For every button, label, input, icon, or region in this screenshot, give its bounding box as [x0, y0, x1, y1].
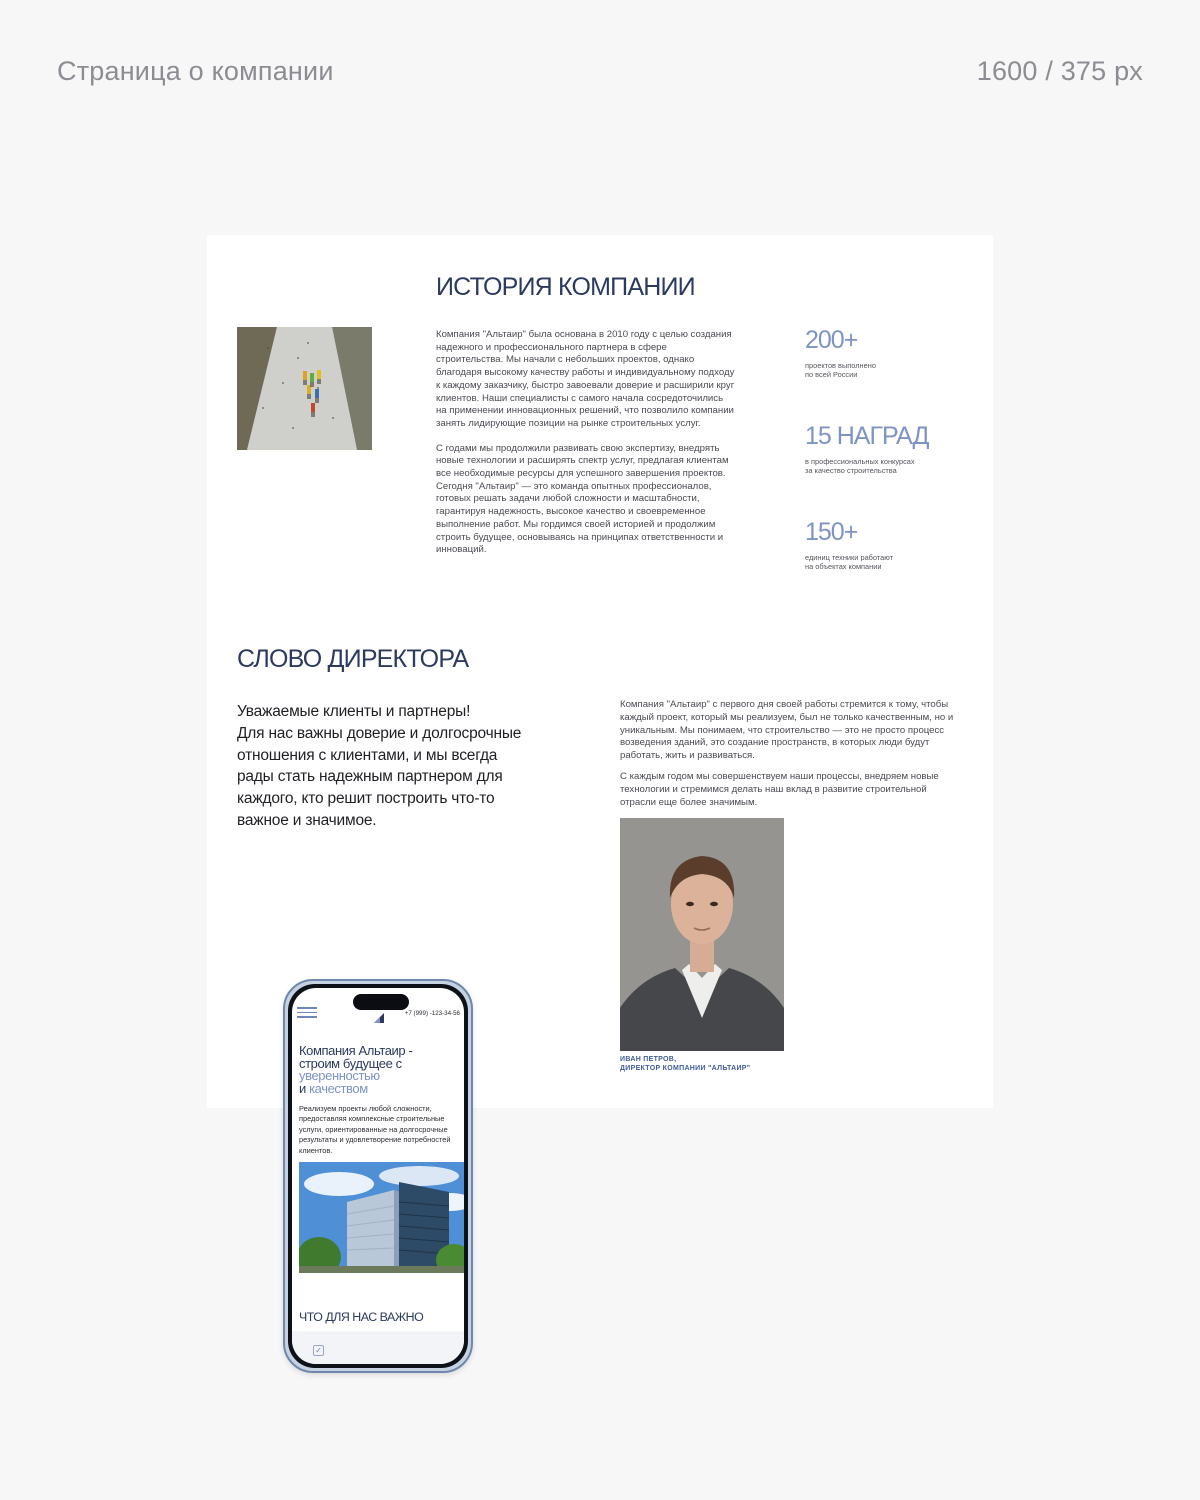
greeting-line: каждого, кто решит построить что-то	[237, 790, 495, 808]
stat-caption-line: в профессиональных конкурсах	[805, 457, 915, 466]
headline-line: строим будущее с	[299, 1055, 402, 1071]
logo-icon[interactable]	[374, 1010, 384, 1020]
about-page-desktop	[207, 235, 993, 1108]
stat-caption-line: по всей России	[805, 370, 858, 379]
stat-caption	[805, 457, 925, 475]
stat-caption-line: единиц техники работают	[805, 553, 894, 562]
history-text	[436, 329, 736, 557]
values-section-title: ЧТО ДЛЯ НАС ВАЖНО	[299, 1310, 424, 1324]
phone-screen	[292, 988, 464, 1364]
signature-name: ИВАН ПЕТРОВ,	[620, 1056, 677, 1063]
history-paragraph-1: Компания "Альтаир" была основана в 2010 году с целью создания надежного и профессионального партнера в сфере строительства. Мы начали с небольших проектов, однако благодаря высокому качеству работы и индивидуальному подходу к каждому заказчику, быстро завоевали доверие и расширили круг клиентов. Наши специалисты с самого начала сосредоточились на применении инновационных решений, что позволило компании занять лидирующие позиции на рынке строительных услуг.	[436, 329, 735, 429]
director-greeting	[237, 701, 557, 832]
headline-line: Компания Альтаир -	[299, 1043, 413, 1058]
greeting-line: рады стать надежным партнером для	[237, 768, 503, 786]
stat-caption	[805, 553, 925, 571]
stat-value: 150+	[805, 518, 858, 546]
headline-accent: уверенностью	[299, 1068, 380, 1084]
greeting-line: Для нас важны доверие и долгосрочные	[237, 724, 522, 742]
stat-value: 15 НАГРАД	[805, 422, 929, 450]
greeting-line: отношения с клиентами, и мы всегда	[237, 746, 498, 764]
headline-accent: качеством	[309, 1081, 368, 1097]
frame-title: Страница о компании	[57, 56, 334, 86]
frame-size-label: 1600 / 375 px	[976, 56, 1143, 86]
director-paragraph-1: Компания "Альтаир" с первого дня своей работы стремится к тому, чтобы каждый проект, который мы реализуем, был не только качественным, но и уникальным. Мы понимаем, что строительство — это не просто процесс возведения зданий, это создание пространств, в которых люди будут работать, жить и развиваться.	[620, 699, 954, 762]
director-text	[620, 699, 965, 809]
history-paragraph-2: С годами мы продолжили развивать свою экспертизу, внедрять новые технологии и расширять спектр услуг, предлагая клиентам все необходимые ресурсы для успешного завершения проектов. Сегодня "Альтаир" — это команда опытных профессионалов, готовых решать задачи любой сложности и масштабности, гарантируя надежность, высокое качество и своевременное выполнение работ. Мы гордимся своей историей и продолжим строить будущее, основываясь на принципах ответственности и инноваций.	[436, 442, 729, 556]
stat-awards	[805, 423, 928, 475]
stat-caption-line: на объектах компании	[805, 562, 882, 571]
hero-description: Реализуем проекты любой сложности, предоставляя комплексные строительные услуги, ориентированные на долгосрочные результаты и удовлетворение потребностей клиентов.	[299, 1104, 451, 1155]
phone-bezel	[288, 984, 468, 1368]
history-title: ИСТОРИЯ КОМПАНИИ	[436, 273, 695, 301]
stat-caption-line: проектов выполнено	[805, 361, 876, 370]
phone-number-link[interactable]: +7 (999) -123-34-56	[404, 1010, 460, 1017]
director-title: СЛОВО ДИРЕКТОРА	[237, 645, 469, 673]
menu-icon[interactable]	[297, 1007, 317, 1019]
stat-value: 200+	[805, 326, 858, 354]
stat-caption	[805, 361, 925, 379]
stat-machinery	[805, 519, 925, 571]
headline-and: и	[299, 1081, 310, 1097]
stat-caption-line: за качество строительства	[805, 466, 897, 475]
mobile-mockup	[283, 979, 473, 1373]
stat-projects	[805, 327, 925, 379]
director-signature	[620, 1055, 750, 1073]
construction-site-photo	[237, 327, 372, 450]
greeting-line: Уважаемые клиенты и партнеры!	[237, 703, 471, 720]
dynamic-island	[353, 994, 409, 1010]
director-paragraph-2: С каждым годом мы совершенствуем наши процессы, внедряем новые технологии и стремимся делать наш вклад в развитие строительной отрасли еще более значимым.	[620, 770, 939, 808]
director-portrait	[620, 818, 784, 1051]
building-photo	[299, 1162, 464, 1273]
greeting-line: важное и значимое.	[237, 811, 377, 829]
signature-role: ДИРЕКТОР КОМПАНИИ "АЛЬТАИР"	[620, 1065, 751, 1072]
hero-headline	[299, 1045, 459, 1096]
checkbox-icon: ✓	[313, 1345, 324, 1356]
